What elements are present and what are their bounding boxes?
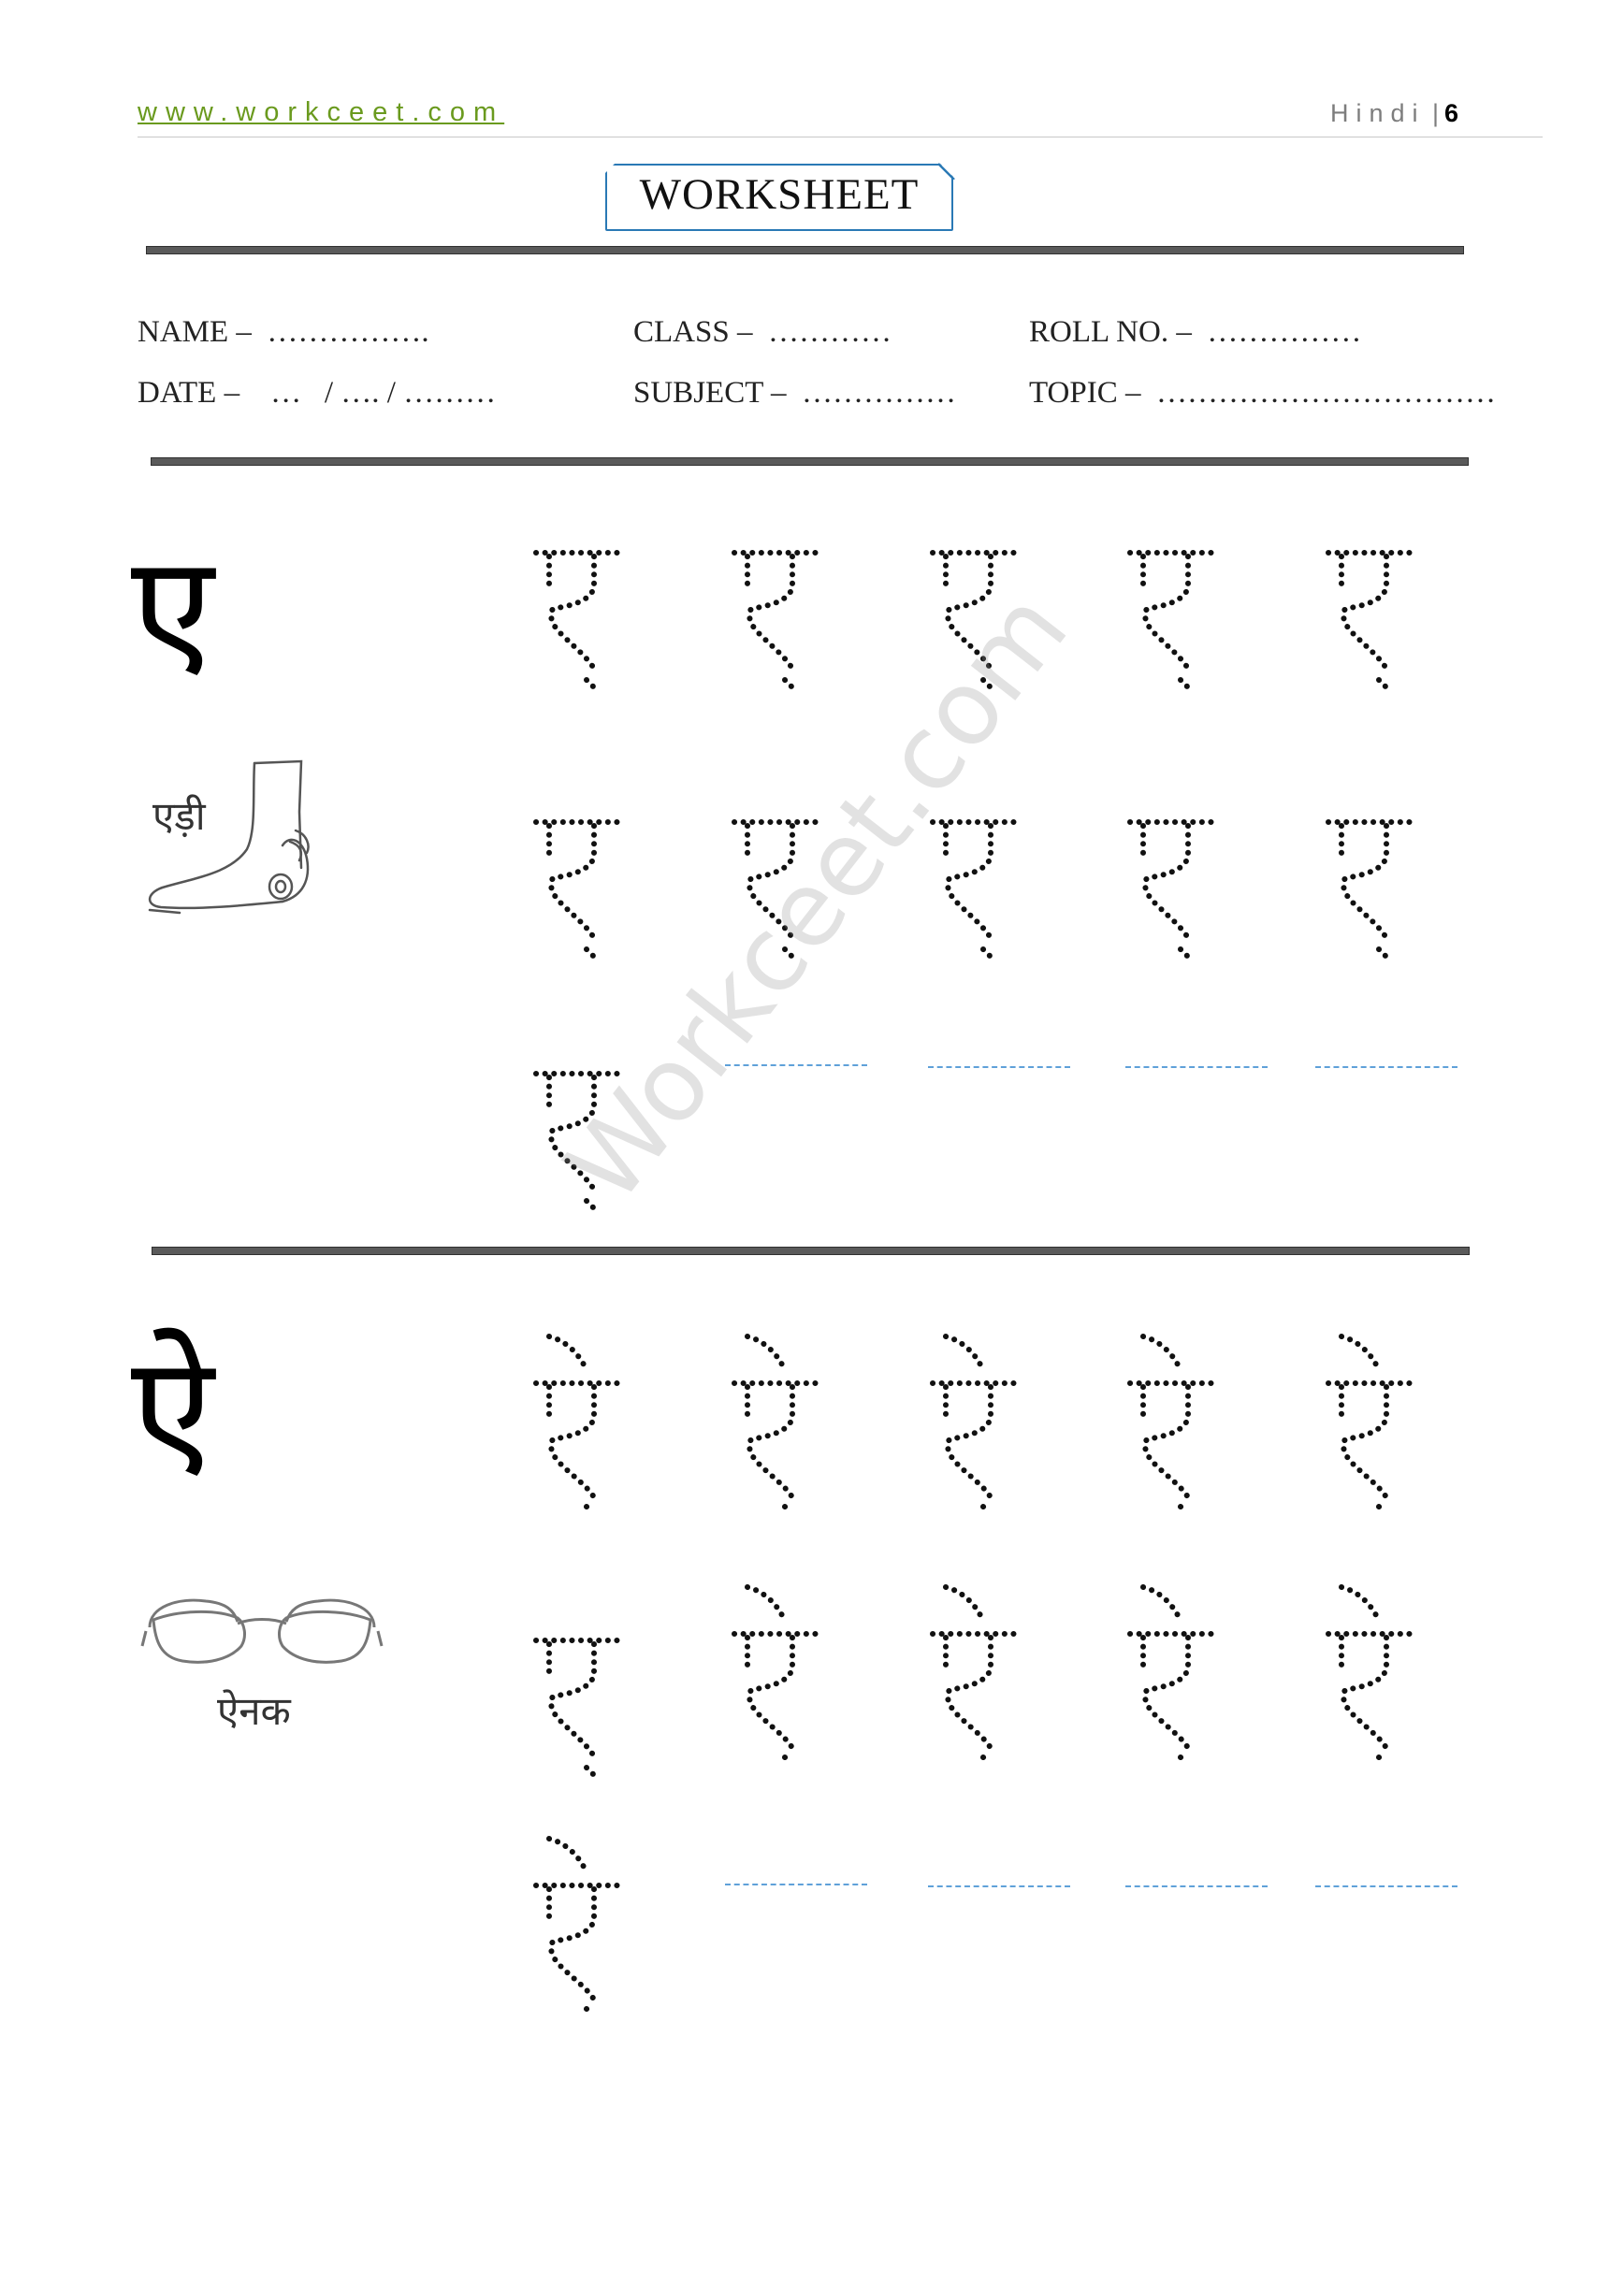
site-url-link[interactable]: www.workceet.com [138,97,505,127]
trace-letter-ai[interactable] [1126,1583,1229,1733]
trace-letter-e[interactable] [1325,816,1428,966]
picture-word-edi: एड़ी [152,793,206,839]
subject-label: Hindi [1330,99,1426,127]
trace-letter-ai[interactable] [1325,1333,1428,1482]
trace-letter-e[interactable] [532,816,635,966]
trace-letter-ai[interactable] [731,1333,834,1482]
trace-letter-e[interactable] [532,1635,635,1784]
writing-line[interactable] [1315,1066,1457,1068]
page-number: 6 [1444,99,1459,127]
trace-letter-ai[interactable] [532,1333,635,1482]
trace-letter-ai[interactable] [929,1583,1032,1733]
roll-no-field[interactable]: ROLL NO. – …………… [1029,315,1362,349]
watermark: Workceet.com [543,570,1091,1224]
worksheet-title: WORKSHEET [639,170,920,219]
writing-line[interactable] [928,1066,1070,1068]
writing-line[interactable] [928,1885,1070,1887]
trace-letter-e[interactable] [929,816,1032,966]
writing-line[interactable] [1315,1885,1457,1887]
top-rule [146,246,1464,254]
section-rule [152,1247,1470,1255]
trace-letter-ai[interactable] [731,1583,834,1733]
class-field[interactable]: CLASS – ………… [633,315,892,349]
writing-line[interactable] [1125,1066,1268,1068]
picture-word-ainak: ऐनक [217,1688,291,1734]
trace-letter-ai[interactable] [532,1835,635,1985]
trace-letter-ai[interactable] [1126,1333,1229,1482]
page-label [1330,99,1458,128]
name-field[interactable]: NAME – ……………. [138,315,429,349]
subject-field[interactable]: SUBJECT – …………… [633,376,957,410]
model-letter-ai: ऐ [131,1322,214,1497]
writing-line[interactable] [1125,1885,1268,1887]
separator: | [1425,99,1440,127]
model-letter-e: ए [131,522,214,697]
topic-field[interactable]: TOPIC – …………………………… [1029,376,1496,410]
trace-letter-e[interactable] [1126,816,1229,966]
form-rule [151,457,1469,466]
date-field[interactable]: DATE – … / …. / ……… [138,376,497,410]
spectacles-icon [140,1590,384,1693]
trace-letter-e[interactable] [1325,547,1428,697]
writing-line[interactable] [725,1884,867,1885]
trace-letter-e[interactable] [532,547,635,697]
trace-letter-ai[interactable] [1325,1583,1428,1733]
trace-letter-ai[interactable] [929,1333,1032,1482]
trace-letter-e[interactable] [731,547,834,697]
trace-letter-e[interactable] [1126,547,1229,697]
